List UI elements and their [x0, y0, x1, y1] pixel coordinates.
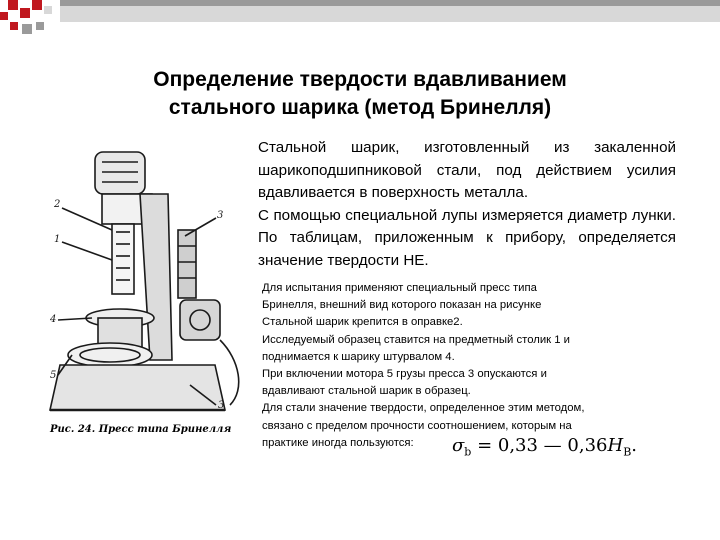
press-frame	[140, 194, 172, 360]
description-line: поднимается к шарику штурвалом 4.	[262, 350, 455, 363]
description-line: Бринелля, внешний вид которого показан на рисунке	[262, 299, 542, 312]
figure-label: 3	[218, 400, 225, 411]
main-paragraph-1: Стальной шарик, изготовленный из закаленной шарикоподшипниковой стали, под действием усилия вдавливается в поверхность металла.	[258, 139, 676, 202]
press-base	[50, 365, 225, 410]
figure-label: 1	[54, 234, 61, 245]
description-text	[262, 280, 682, 452]
press-cable	[220, 340, 239, 405]
formula-dot: .	[631, 435, 638, 456]
main-text	[258, 137, 676, 273]
deco-square	[44, 6, 52, 14]
figure-caption: Рис. 24. Пресс типа Бринелля	[50, 424, 232, 435]
header-decoration	[0, 0, 720, 60]
deco-square	[36, 22, 44, 30]
deco-square	[10, 22, 18, 30]
description-line: Для испытания применяют специальный пресс типа	[262, 282, 537, 294]
title-line-1: Определение твердости вдавливанием	[153, 68, 567, 91]
title-line-2: стального шарика (метод Бринелля)	[168, 96, 552, 119]
formula-sigma-sub: b	[464, 445, 472, 459]
figure-label: 5	[50, 370, 57, 381]
formula-expression: = 0,33 — 0,36	[477, 435, 608, 456]
description-line: практике иногда пользуются:	[262, 436, 414, 449]
figure-label: 4	[50, 314, 57, 325]
deco-square	[32, 0, 42, 10]
press-top-housing	[95, 152, 145, 194]
deco-square	[22, 24, 32, 34]
description-line: Исследуемый образец ставится на предметный столик 1 и	[262, 333, 570, 346]
deco-square	[20, 8, 30, 18]
press-weights	[178, 230, 196, 298]
formula-h-sub: B	[623, 445, 632, 459]
formula-sigma: σ	[452, 435, 465, 456]
figure-label: 2	[54, 199, 61, 210]
deco-square	[8, 0, 18, 10]
brinell-press-illustration	[40, 150, 255, 450]
description-line: связано с пределом прочности соотношением, которым на	[262, 419, 572, 432]
main-paragraph-2: С помощью специальной лупы измеряется диаметр лунки. По таблицам, приложенным к прибору, определяется значение твердости НЕ.	[258, 206, 676, 269]
slide-title	[100, 66, 620, 122]
figure-label: 3	[217, 210, 224, 221]
description-line: Стальной шарик крепится в оправке2.	[262, 316, 463, 329]
hardness-formula	[452, 435, 637, 459]
description-line: При включении мотора 5 грузы пресса 3 опускаются и	[262, 368, 547, 381]
press-motor	[180, 300, 220, 340]
header-band-dark	[60, 0, 720, 6]
press-spindle	[112, 224, 134, 294]
description-line: вдавливают стальной шарик в образец.	[262, 385, 471, 398]
deco-square	[0, 12, 8, 20]
description-line: Для стали значение твердости, определенное этим методом,	[262, 402, 585, 415]
formula-h: H	[607, 435, 624, 456]
